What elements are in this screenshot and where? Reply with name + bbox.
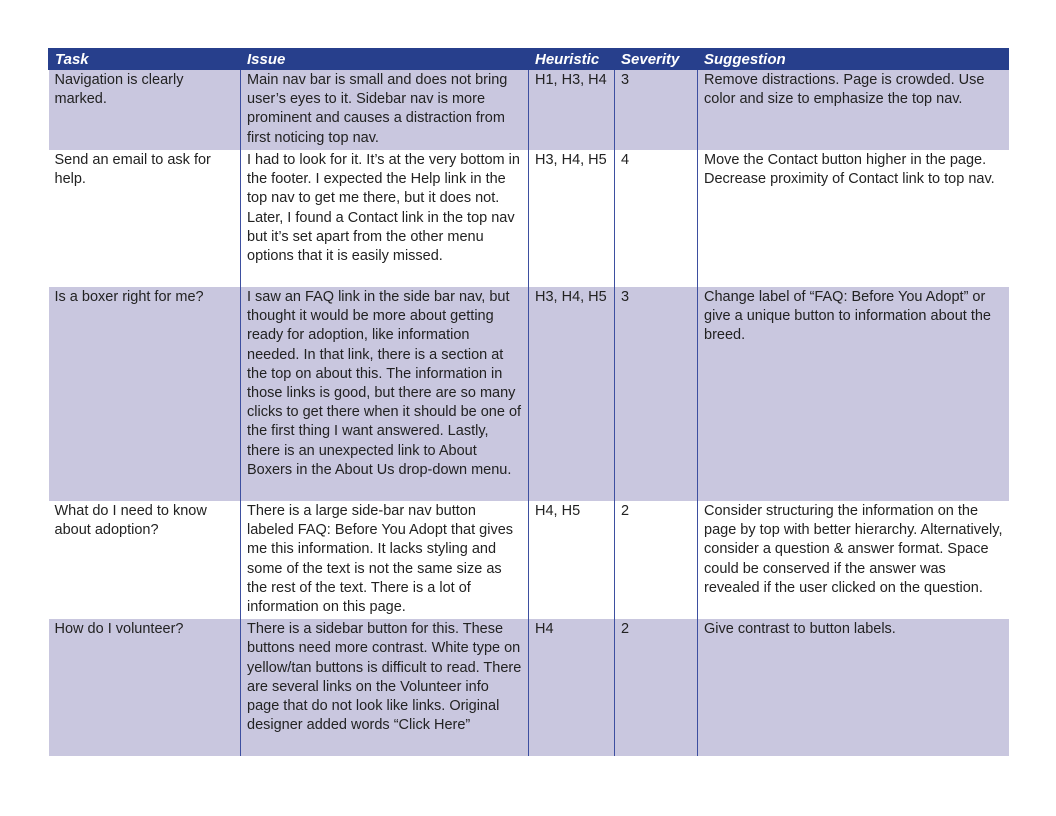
severity-cell: 2 — [615, 619, 698, 756]
column-header-severity: Severity — [615, 48, 698, 70]
heuristic-cell: H3, H4, H5 — [529, 150, 615, 287]
issue-cell: There is a sidebar button for this. These buttons need more contrast. White type on yellow/tan buttons is difficult to read. There are several links on the Volunteer info page that do not look like links. Original designer added words “Click Here” — [241, 619, 529, 756]
heuristic-evaluation-table — [48, 48, 1009, 756]
issue-cell: I had to look for it. It’s at the very bottom in the footer. I expected the Help link in the top nav to get me there, but it does not. Later, I found a Contact link in the top nav but it’s set apart from the other menu options that it is easily missed. — [241, 150, 529, 287]
heuristic-cell: H4, H5 — [529, 501, 615, 619]
header-row — [49, 48, 1009, 70]
suggestion-cell: Move the Contact button higher in the page. Decrease proximity of Contact link to top nav. — [698, 150, 1009, 287]
heuristic-cell: H3, H4, H5 — [529, 287, 615, 501]
severity-cell: 3 — [615, 70, 698, 150]
suggestion-cell: Change label of “FAQ: Before You Adopt” or give a unique button to information about the breed. — [698, 287, 1009, 501]
column-header-task: Task — [49, 48, 241, 70]
suggestion-cell: Remove distractions. Page is crowded. Use color and size to emphasize the top nav. — [698, 70, 1009, 150]
severity-cell: 3 — [615, 287, 698, 501]
task-cell: How do I volunteer? — [49, 619, 241, 756]
table-row — [49, 501, 1009, 619]
task-cell: Navigation is clearly marked. — [49, 70, 241, 150]
table-row — [49, 70, 1009, 150]
severity-cell: 2 — [615, 501, 698, 619]
column-header-suggestion: Suggestion — [698, 48, 1009, 70]
heuristic-cell: H1, H3, H4 — [529, 70, 615, 150]
suggestion-cell: Consider structuring the information on the page by top with better hierarchy. Alternatively, consider a question & answer format. Space could be conserved if the answer was revealed if the user clicked on the question. — [698, 501, 1009, 619]
task-cell: What do I need to know about adoption? — [49, 501, 241, 619]
heuristic-cell: H4 — [529, 619, 615, 756]
table-row — [49, 619, 1009, 756]
task-cell: Is a boxer right for me? — [49, 287, 241, 501]
issue-cell: I saw an FAQ link in the side bar nav, but thought it would be more about getting ready for adoption, like information needed. In that link, there is a section at the top on about this. The information in those links is good, but there are so many clicks to get there when it should be one of the first thing I want answered. Lastly, there is an unexpected link to About Boxers in the About Us drop-down menu. — [241, 287, 529, 501]
table-row — [49, 150, 1009, 287]
severity-cell: 4 — [615, 150, 698, 287]
task-cell: Send an email to ask for help. — [49, 150, 241, 287]
issue-cell: Main nav bar is small and does not bring user’s eyes to it. Sidebar nav is more prominent and causes a distraction from first noticing top nav. — [241, 70, 529, 150]
issue-cell: There is a large side-bar nav button labeled FAQ: Before You Adopt that gives me this information. It lacks styling and some of the text is not the same size as the rest of the text. There is a lot of information on this page. — [241, 501, 529, 619]
suggestion-cell: Give contrast to button labels. — [698, 619, 1009, 756]
column-header-issue: Issue — [241, 48, 529, 70]
column-header-heuristic: Heuristic — [529, 48, 615, 70]
table-row — [49, 287, 1009, 501]
